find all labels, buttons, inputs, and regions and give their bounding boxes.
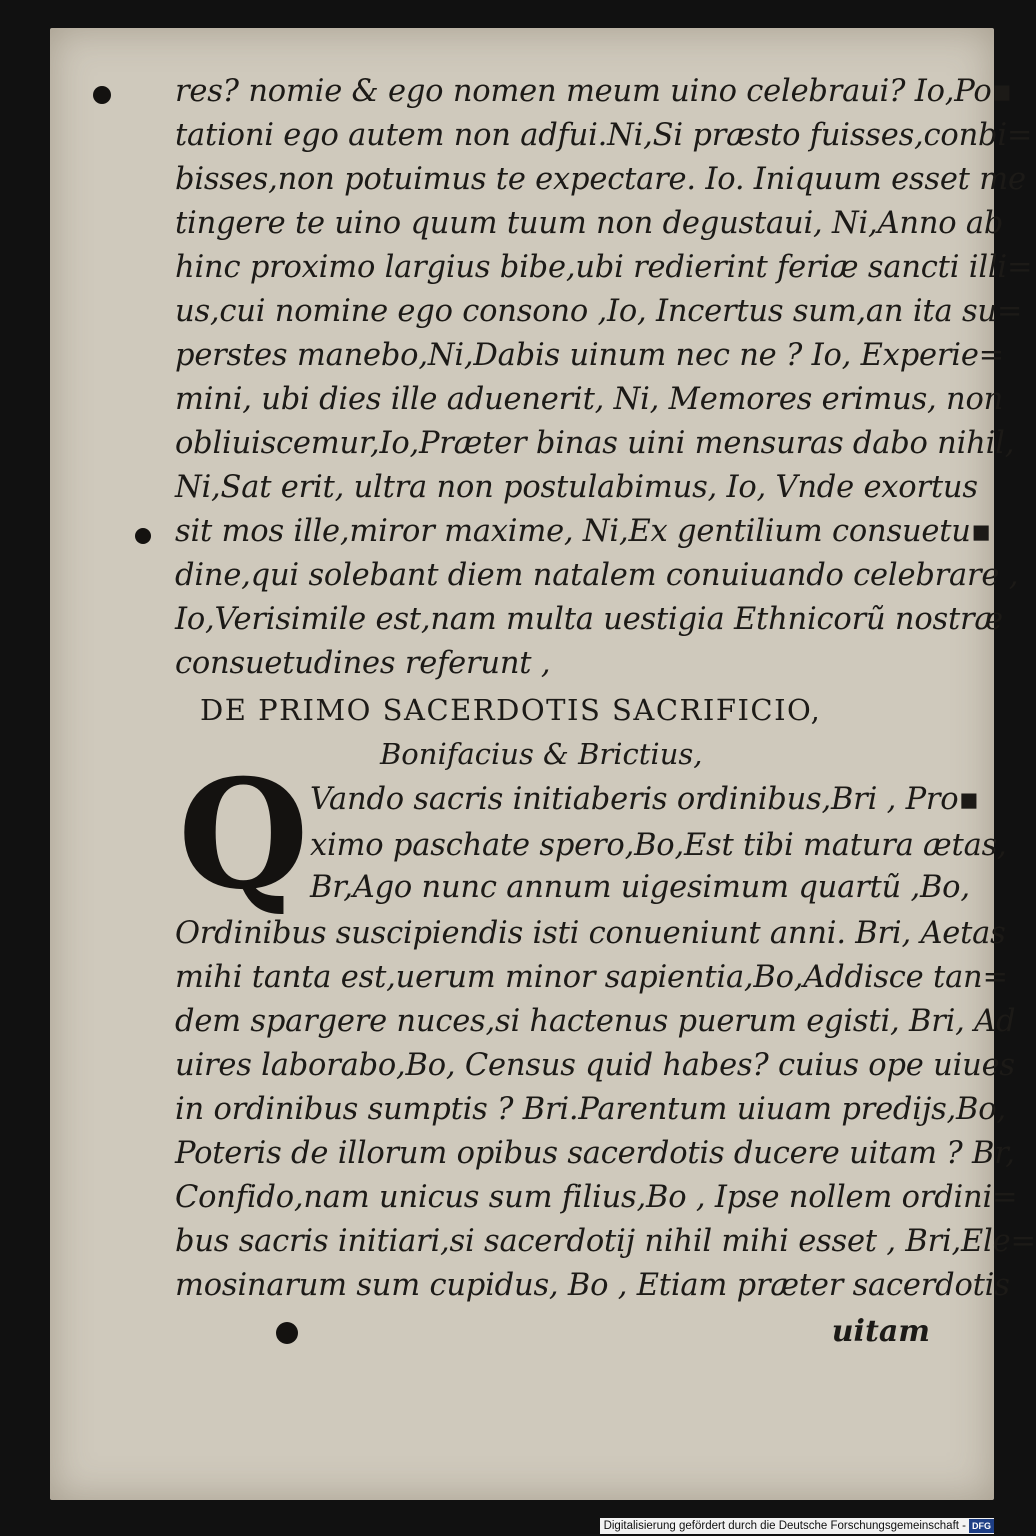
text-line: dine,qui solebant diem natalem conuiuando celebrare , bbox=[175, 558, 1019, 593]
text-line: bus sacris initiari,si sacerdotij nihil mihi esset , Bri,Ele= bbox=[175, 1224, 1036, 1259]
dfg-logo: DFG bbox=[969, 1519, 994, 1533]
text-line: tingere te uino quum tuum non degustaui, Ni,Anno ab bbox=[175, 206, 1004, 241]
text-line: Poteris de illorum opibus sacerdotis ducere uitam ? Br, bbox=[175, 1136, 1015, 1171]
bullet-dot-icon bbox=[93, 86, 111, 104]
text-line: Vando sacris initiaberis ordinibus,Bri , Pro▪ bbox=[310, 782, 979, 817]
text-line: ximo paschate spero,Bo,Est tibi matura ætas, bbox=[310, 828, 1007, 863]
text-line: obliuiscemur,Io,Præter binas uini mensuras dabo nihil, bbox=[175, 426, 1015, 461]
section-heading: DE PRIMO SACERDOTIS SACRIFICIO, bbox=[200, 693, 822, 727]
text-line: Br,Ago nunc annum uigesimum quartũ ,Bo, bbox=[310, 870, 970, 905]
bullet-dot-icon bbox=[276, 1322, 298, 1344]
text-line: perstes manebo,Ni,Dabis uinum nec ne ? Io, Experie= bbox=[175, 338, 1005, 373]
text-line: Ordinibus suscipiendis isti conueniunt anni. Bri, Aetas bbox=[175, 916, 1006, 951]
text-line: mihi tanta est,uerum minor sapientia,Bo,Addisce tan= bbox=[175, 960, 1008, 995]
text-line: uires laborabo,Bo, Census quid habes? cuius ope uiues bbox=[175, 1048, 1015, 1083]
digitization-footer bbox=[600, 1518, 994, 1534]
text-line: sit mos ille,miror maxime, Ni,Ex gentilium consuetu▪ bbox=[175, 514, 992, 549]
text-line: in ordinibus sumptis ? Bri.Parentum uiuam predijs,Bo, bbox=[175, 1092, 1006, 1127]
text-line: tationi ego autem non adfui.Ni,Si præsto fuisses,conbi= bbox=[175, 118, 1033, 153]
text-line: us,cui nomine ego consono ,Io, Incertus sum,an ita su= bbox=[175, 294, 1023, 329]
text-line: dem spargere nuces,si hactenus puerum egisti, Bri, Ad bbox=[175, 1004, 1016, 1039]
text-line: mosinarum sum cupidus, Bo , Etiam præter sacerdotis bbox=[175, 1268, 1010, 1303]
text-line: consuetudines referunt , bbox=[175, 646, 551, 681]
footer-text: Digitalisierung gefördert durch die Deutsche Forschungsgemeinschaft - bbox=[603, 1520, 966, 1532]
text-line: bisses,non potuimus te expectare. Io. Iniquum esset me bbox=[175, 162, 1026, 197]
text-line: hinc proximo largius bibe,ubi redierint feriæ sancti illi= bbox=[175, 250, 1033, 285]
catchword: uitam bbox=[831, 1314, 930, 1349]
text-line: Ni,Sat erit, ultra non postulabimus, Io, Vnde exortus bbox=[175, 470, 978, 505]
text-line: Confido,nam unicus sum filius,Bo , Ipse nollem ordini= bbox=[175, 1180, 1018, 1215]
decorated-initial: Q bbox=[178, 747, 309, 923]
text-line: res? nomie & ego nomen meum uino celebraui? Io,Po▪ bbox=[175, 74, 1012, 109]
section-subheading: Bonifacius & Brictius, bbox=[380, 737, 703, 771]
bullet-dot-icon bbox=[135, 528, 151, 544]
text-line: mini, ubi dies ille aduenerit, Ni, Memores erimus, non bbox=[175, 382, 1004, 417]
text-line: Io,Verisimile est,nam multa uestigia Ethnicorũ nostræ bbox=[175, 602, 1003, 637]
